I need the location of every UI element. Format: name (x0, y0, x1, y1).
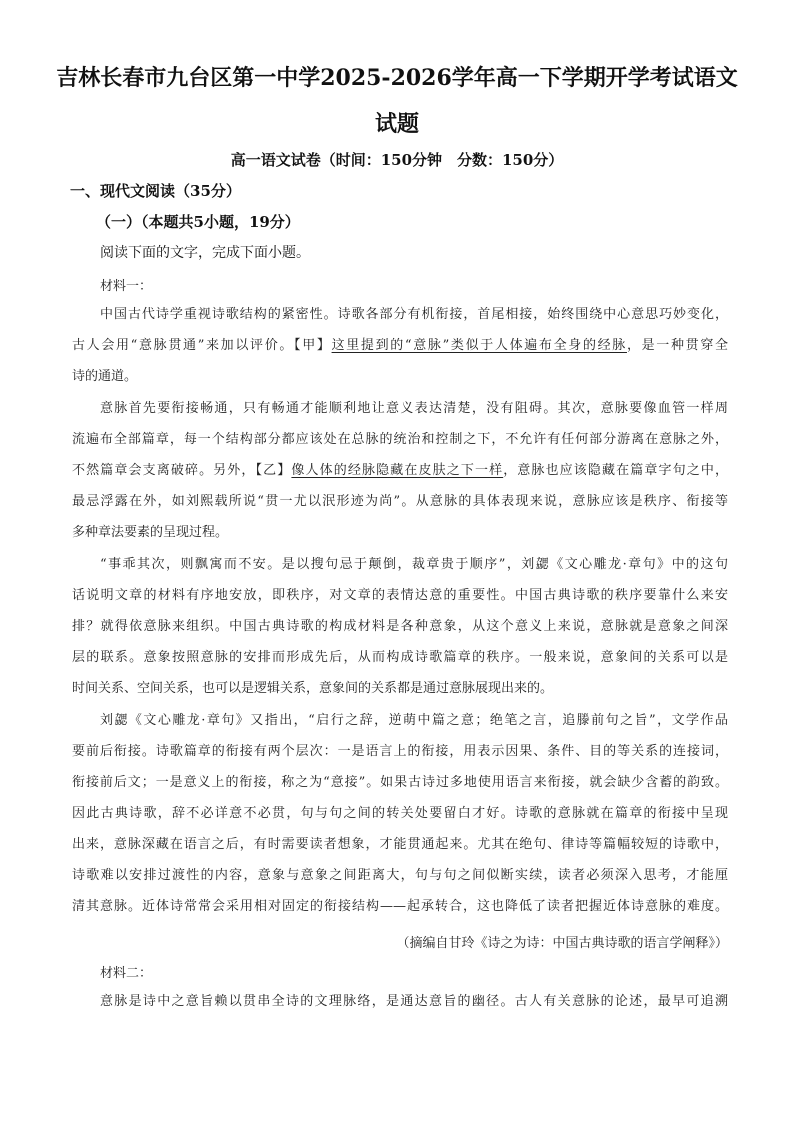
paragraph-line (72, 461, 728, 481)
paragraph-line: 最忌浮露在外，如刘熙载所说“贯一尤以泯形迹为尚”。从意脉的具体表现来说，意脉应该是秩序、衔接等 (72, 494, 728, 509)
underlined-sentence-yi: 像人体的经脉隐藏在皮肤之下一样 (291, 463, 504, 478)
paragraph-line: 衔接前后文；一是意义上的衔接，称之为“意接”。如果古诗过多地使用语言来衔接，就会缺少含蓄的韵致。 (72, 775, 728, 790)
paragraph-line: 意脉是诗中之意旨赖以贯串全诗的文理脉络，是通达意旨的幽径。古人有关意脉的论述，最早可追溯 (100, 994, 728, 1009)
text-span: 不然篇章会支离破碎。另外，【乙】 (72, 463, 292, 478)
paragraph-line: 多种章法要素的呈现过程。 (72, 525, 229, 540)
paragraph-line: 要前后衔接。诗歌篇章的衔接有两个层次：一是语言上的衔接，用表示因果、条件、目的等关系的连接词， (72, 744, 728, 759)
paragraph-line: 层的联系。意象按照意脉的安排而形成先后，从而构成诗歌篇章的秩序。一般来说，意象间的关系可以是 (72, 650, 728, 665)
exam-subtitle: 高一语文试卷（时间：150分钟 分数：150分） (230, 151, 564, 169)
paragraph-line: 中国古代诗学重视诗歌结构的紧密性。诗歌各部分有机衔接，首尾相接，始终围绕中心意思巧妙变化， (100, 307, 728, 322)
paragraph-line: 诗的通道。 (72, 369, 138, 384)
reading-instruction: 阅读下面的文字，完成下面小题。 (100, 245, 310, 261)
paragraph-line: 流遍布全部篇章，每一个结构部分都应该处在总脉的统治和控制之下，不允许有任何部分游离在意脉之外， (72, 432, 728, 447)
exam-title-line-2: 试题 (374, 111, 419, 137)
paragraph-line (72, 336, 728, 356)
material-two-label: 材料二： (100, 966, 153, 981)
paragraph-line: 刘勰《文心雕龙·章句》又指出，“启行之辞，逆萌中篇之意；绝笔之言，追滕前句之旨”，文学作品 (100, 713, 728, 728)
paragraph-line: 意脉首先要衔接畅通，只有畅通才能顺利地让意义表达清楚，没有阻碍。其次，意脉要像血管一样周 (100, 401, 728, 416)
section-heading: 一、现代文阅读（35分） (70, 182, 241, 200)
exam-title-line-1: 吉林长春市九台区第一中学2025-2026学年高一下学期开学考试语文 (56, 65, 738, 91)
text-span: ，是一种贯穿全 (626, 338, 728, 353)
subsection-heading: （一）（本题共5小题，19分） (96, 213, 300, 231)
source-citation: （摘编自甘玲《诗之为诗：中国古典诗歌的语言学阐释》） (396, 936, 728, 951)
paragraph-line: 话说明文章的材料有序地安放，即秩序，对文章的表情达意的重要性。中国古典诗歌的秩序要靠什么来安 (72, 588, 728, 603)
paragraph-line: 时间关系、空间关系，也可以是逻辑关系，意象间的关系都是通过意脉展现出来的。 (72, 681, 554, 696)
material-one-label: 材料一： (100, 279, 153, 294)
text-span: 古人会用“意脉贯通”来加以评价。【甲】 (72, 338, 332, 353)
text-span: ，意脉也应该隐藏在篇章字句之中， (503, 463, 728, 478)
paragraph-line: 出来，意脉深藏在语言之后，有时需要读者想象，才能贯通起来。尤其在绝句、律诗等篇幅较短的诗歌中， (72, 837, 728, 852)
paragraph-line: 因此古典诗歌，辞不必详意不必贯，句与句之间的转关处要留白才好。诗歌的意脉就在篇章的衔接中呈现 (72, 806, 728, 821)
paragraph-line: 诗歌难以安排过渡性的内容，意象与意象之间距离大，句与句之间似断实续，读者必须深入思考，才能厘 (72, 868, 728, 883)
paragraph-line: “事乖其次，则飘寓而不安。是以搜句忌于颠倒，裁章贵于顺序”，刘勰《文心雕龙·章句》中的这句 (100, 557, 728, 572)
paragraph-line: 排？就得依意脉来组织。中国古典诗歌的构成材料是各种意象，从这个意义上来说，意脉就是意象之间深 (72, 619, 728, 634)
underlined-sentence-jia: 这里提到的“意脉”类似于人体遍布全身的经脉 (331, 338, 627, 353)
paragraph-line: 清其意脉。近体诗常常会采用相对固定的衔接结构——起承转合，这也降低了读者把握近体诗意脉的难度。 (72, 899, 728, 914)
